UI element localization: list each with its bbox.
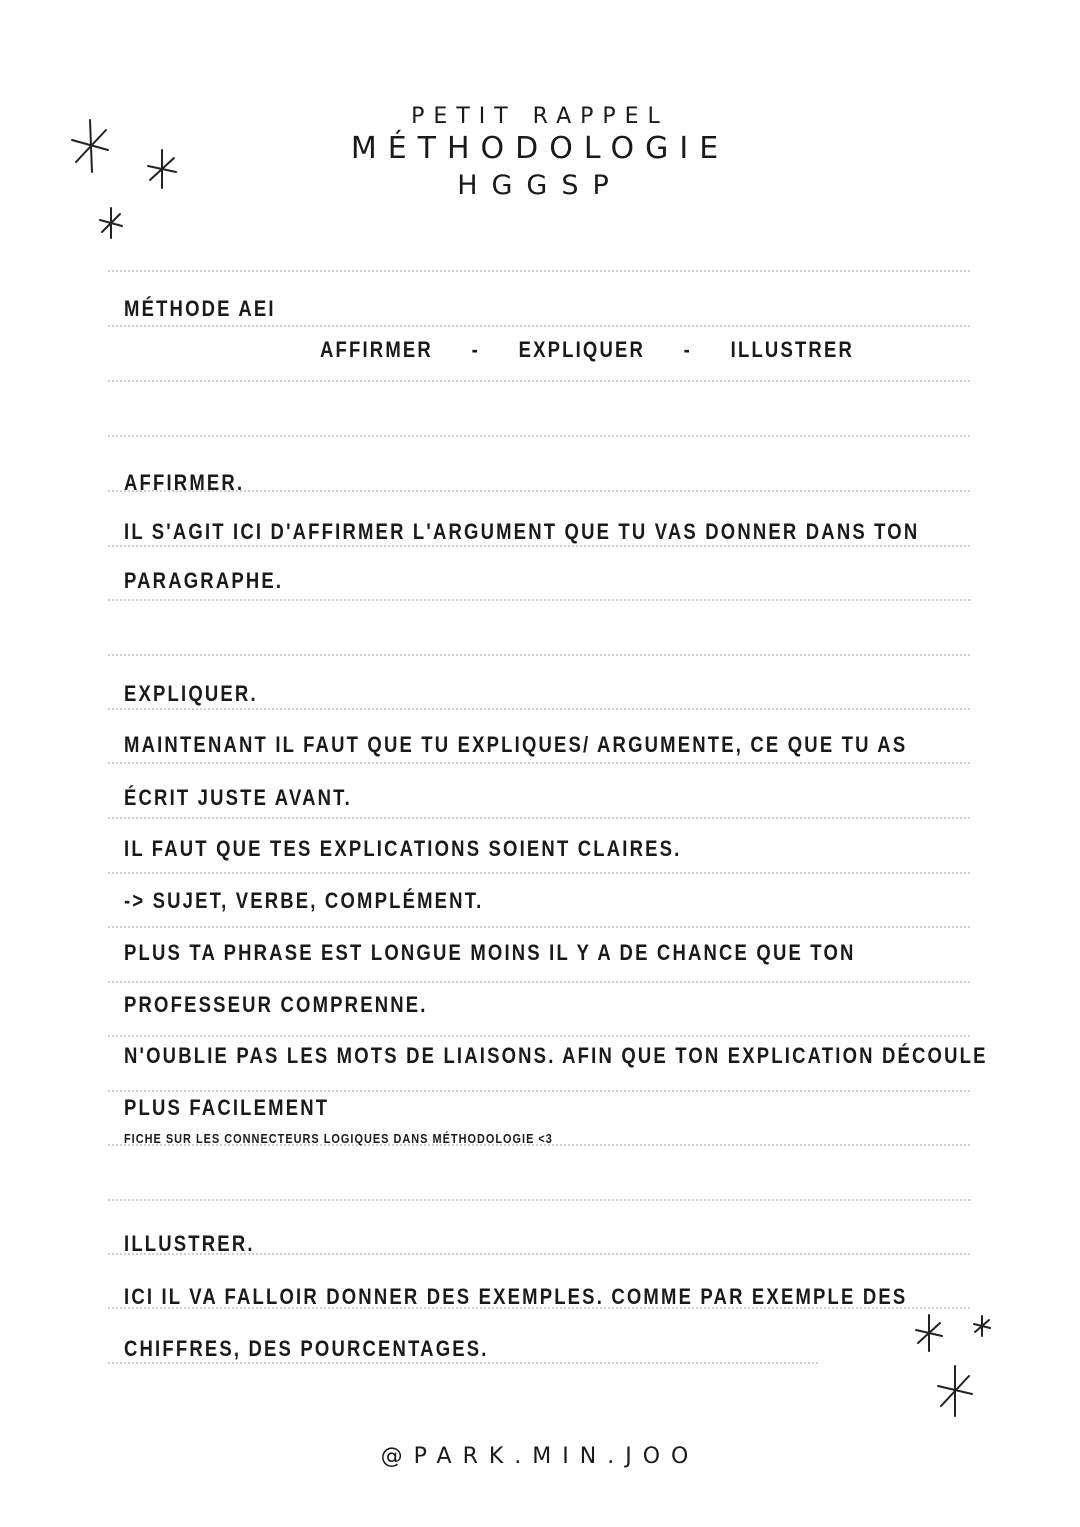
paragraph-line: ÉCRIT JUSTE AVANT.: [124, 785, 352, 810]
section-heading-expliquer: EXPLIQUER.: [124, 681, 258, 706]
author-handle: @PARK.MIN.JOO: [380, 1444, 700, 1469]
ruled-line: [108, 380, 970, 382]
method-steps: [320, 337, 854, 363]
paragraph-line: MAINTENANT IL FAUT QUE TU EXPLIQUES/ ARGUMENTE, CE QUE TU AS: [124, 732, 908, 757]
sparkle-icon: [146, 148, 178, 190]
ruled-line: [108, 872, 970, 874]
ruled-line: [108, 599, 970, 601]
paragraph-line: PLUS TA PHRASE EST LONGUE MOINS IL Y A DE CHANCE QUE TON: [124, 940, 856, 965]
step-affirmer: AFFIRMER: [320, 337, 433, 362]
paragraph-line: ICI IL VA FALLOIR DONNER DES EXEMPLES. COMME PAR EXEMPLE DES: [124, 1284, 908, 1309]
ruled-line: [108, 817, 970, 819]
page-title: MÉTHODOLOGIE: [350, 131, 730, 166]
side-note: FICHE SUR LES CONNECTEURS LOGIQUES DANS MÉTHODOLOGIE <3: [124, 1131, 553, 1146]
ruled-line: [108, 435, 970, 437]
ruled-line: [108, 981, 970, 983]
paragraph-line: N'OUBLIE PAS LES MOTS DE LIAISONS. AFIN QUE TON EXPLICATION DÉCOULE: [124, 1043, 988, 1068]
ruled-line: [108, 545, 970, 547]
step-illustrer: ILLUSTRER: [730, 337, 855, 362]
paragraph-line: IL FAUT QUE TES EXPLICATIONS SOIENT CLAIRES.: [124, 836, 682, 861]
subject-title: HGGSP: [457, 170, 623, 201]
sparkle-icon: [936, 1364, 974, 1418]
ruled-line: [108, 270, 970, 272]
section-heading-affirmer: AFFIRMER.: [124, 470, 245, 495]
ruled-line: [108, 1362, 818, 1364]
section-heading-illustrer: ILLUSTRER.: [124, 1231, 255, 1256]
ruled-line: [108, 1090, 970, 1092]
ruled-line: [108, 708, 970, 710]
sparkle-icon: [98, 206, 124, 240]
sparkle-icon: [972, 1314, 992, 1338]
paragraph-line: PARAGRAPHE.: [124, 568, 284, 593]
ruled-line: [108, 762, 970, 764]
ruled-line: [108, 325, 970, 327]
paragraph-line: -> SUJET, VERBE, COMPLÉMENT.: [124, 888, 484, 913]
ruled-line: [108, 1199, 970, 1201]
separator: -: [471, 337, 480, 362]
paragraph-line: PROFESSEUR COMPRENNE.: [124, 992, 428, 1017]
step-expliquer: EXPLIQUER: [518, 337, 646, 362]
ruled-line: [108, 926, 970, 928]
sparkle-icon: [914, 1313, 944, 1353]
ruled-line: [108, 1035, 970, 1037]
method-title: MÉTHODE AEI: [124, 296, 276, 321]
ruled-line: [108, 654, 970, 656]
sparkle-icon: [70, 118, 110, 174]
paragraph-line: IL S'AGIT ICI D'AFFIRMER L'ARGUMENT QUE TU VAS DONNER DANS TON: [124, 519, 920, 544]
header-subtitle: PETIT RAPPEL: [411, 104, 669, 129]
paragraph-line: PLUS FACILEMENT: [124, 1095, 330, 1120]
paragraph-line: CHIFFRES, DES POURCENTAGES.: [124, 1336, 489, 1361]
separator: -: [683, 337, 693, 362]
